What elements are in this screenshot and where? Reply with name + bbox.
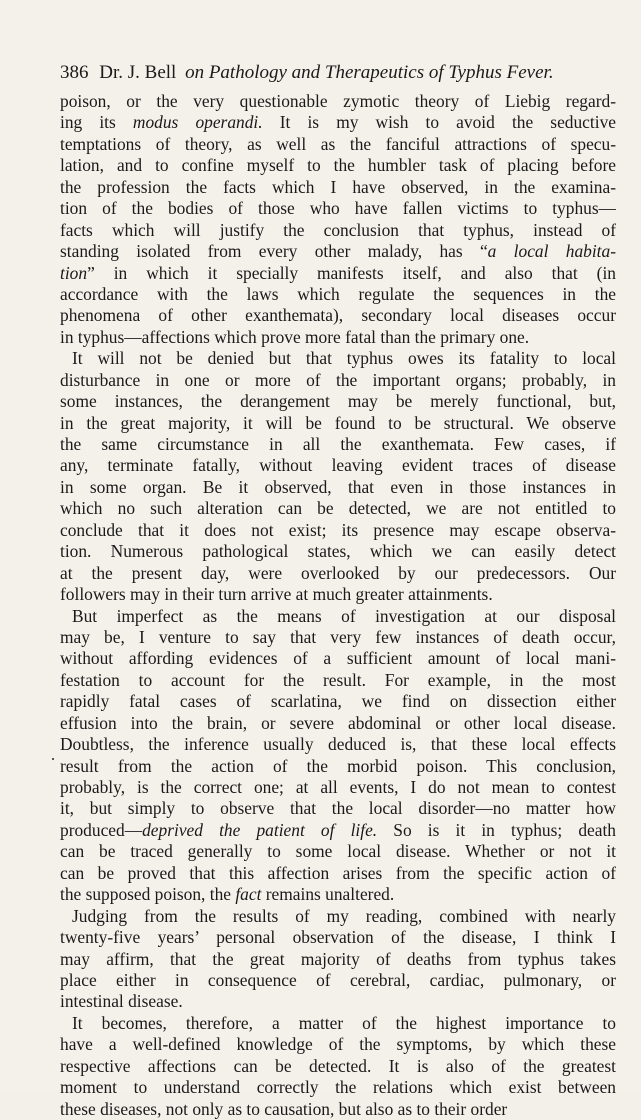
italic-text: modus operandi. xyxy=(132,112,263,133)
text-segment: may be, I venture to say that very few instances of death occur, xyxy=(60,626,616,647)
text-line xyxy=(60,970,616,991)
text-line xyxy=(60,584,616,605)
print-speck xyxy=(52,758,54,760)
text-line xyxy=(60,348,616,369)
running-head-title: on Pathology and Therapeutics of Typhus Fever. xyxy=(185,62,554,83)
text-segment: twenty-five years’ personal observation of the disease, I think I xyxy=(60,927,616,948)
text-line xyxy=(60,1077,616,1098)
text-line xyxy=(60,1056,616,1077)
text-line xyxy=(60,91,616,112)
text-line xyxy=(60,327,616,348)
text-line xyxy=(60,841,616,862)
body-text xyxy=(60,91,616,1120)
text-line xyxy=(60,1034,616,1055)
text-segment: disturbance in one or more of the important organs; probably, in xyxy=(60,369,616,390)
text-line xyxy=(60,112,616,133)
text-line xyxy=(60,541,616,562)
text-segment: which no such alteration can be detected, we are not entitled to xyxy=(60,498,616,519)
text-segment: But imperfect as the means of investigation at our disposal xyxy=(72,605,616,626)
text-segment: produced— xyxy=(60,819,143,840)
text-segment: It is my wish to avoid the seductive xyxy=(262,112,616,133)
text-segment: facts which will justify the conclusion that typhus, instead of xyxy=(60,219,616,240)
text-segment: the profession the facts which I have observed, in the examina- xyxy=(60,176,616,197)
text-segment: poison, or the very questionable zymotic theory of Liebig regard- xyxy=(60,91,616,111)
text-segment: effusion into the brain, or severe abdominal or other local disease. xyxy=(60,712,616,733)
text-segment: may affirm, that the great majority of deaths from typhus takes xyxy=(60,948,616,969)
text-segment: lation, and to confine myself to the humbler task of placing before xyxy=(60,155,616,176)
text-line xyxy=(60,520,616,541)
text-segment: phenomena of other exanthemata), secondary local diseases occur xyxy=(60,305,616,326)
text-line xyxy=(60,198,616,219)
text-line xyxy=(60,1099,616,1120)
italic-text: a local habita- xyxy=(487,241,616,262)
text-segment: probably, is the correct one; at all events, I do not mean to contest xyxy=(60,777,616,797)
text-line xyxy=(60,777,616,798)
text-segment: intestinal disease. xyxy=(60,991,183,1012)
text-line xyxy=(60,756,616,777)
text-line xyxy=(60,391,616,412)
text-segment: some instances, the derangement may be merely functional, but, xyxy=(60,391,616,412)
text-line xyxy=(60,691,616,712)
text-segment: standing isolated from every other malady, has “ xyxy=(60,241,488,262)
text-segment: any, terminate fatally, without leaving evident traces of disease xyxy=(60,455,616,476)
text-segment: can be proved that this affection arises from the specific action of xyxy=(60,862,616,883)
text-segment: these diseases, not only as to causation, but also as to their order xyxy=(60,1098,508,1119)
text-segment: in some organ. Be it observed, that even in those instances in xyxy=(60,476,616,497)
text-line xyxy=(60,434,616,455)
text-line xyxy=(60,563,616,584)
text-line xyxy=(60,1013,616,1034)
text-segment: it, but simply to observe that the local disorder—no matter how xyxy=(60,798,616,819)
text-line xyxy=(60,284,616,305)
text-segment: Judging from the results of my reading, combined with nearly xyxy=(72,905,616,926)
text-line xyxy=(60,670,616,691)
text-segment: have a well-defined knowledge of the symptoms, by which these xyxy=(60,1034,616,1055)
text-segment: respective affections can be detected. It is also of the greatest xyxy=(60,1055,616,1076)
text-line xyxy=(60,413,616,434)
text-line xyxy=(60,648,616,669)
italic-text: deprived the patient of life. xyxy=(142,819,378,840)
text-segment: the same circumstance in all the exanthemata. Few cases, if xyxy=(60,434,616,454)
text-segment: result from the action of the morbid poison. This conclusion, xyxy=(60,755,616,776)
text-line xyxy=(60,241,616,262)
text-line xyxy=(60,134,616,155)
text-line xyxy=(60,906,616,927)
text-segment: So is it in typhus; death xyxy=(377,819,616,840)
text-segment: moment to understand correctly the relations which exist between xyxy=(60,1077,616,1098)
text-line xyxy=(60,927,616,948)
text-line xyxy=(60,305,616,326)
text-line xyxy=(60,627,616,648)
text-line xyxy=(60,477,616,498)
text-segment: at the present day, were overlooked by our predecessors. Our xyxy=(60,562,616,583)
text-line xyxy=(60,220,616,241)
text-segment: conclude that it does not exist; its presence may escape observa- xyxy=(60,519,616,540)
text-line xyxy=(60,370,616,391)
text-segment: place either in consequence of cerebral, cardiac, pulmonary, or xyxy=(60,969,616,990)
text-segment: in typhus—affections which prove more fatal than the primary one. xyxy=(60,326,530,347)
italic-text: fact xyxy=(235,884,262,905)
text-line xyxy=(60,798,616,819)
text-segment: remains unaltered. xyxy=(261,884,395,905)
text-segment: temptations of theory, as well as the fanciful attractions of specu- xyxy=(60,133,616,154)
italic-text: tion xyxy=(60,262,88,283)
running-head xyxy=(60,62,620,84)
text-line xyxy=(60,863,616,884)
text-segment: accordance with the laws which regulate the sequences in the xyxy=(60,283,616,304)
text-line xyxy=(60,455,616,476)
text-segment: rapidly fatal cases of scarlatina, we find on dissection either xyxy=(60,691,616,712)
text-segment: followers may in their turn arrive at much greater attainments. xyxy=(60,584,493,605)
text-line xyxy=(60,177,616,198)
text-line xyxy=(60,820,616,841)
text-segment: in the great majority, it will be found to be structural. We observe xyxy=(60,412,616,433)
text-segment: Doubtless, the inference usually deduced is, that these local effects xyxy=(60,734,616,755)
running-head-author: Dr. J. Bell xyxy=(99,62,177,83)
text-line xyxy=(60,991,616,1012)
text-segment: It becomes, therefore, a matter of the highest importance to xyxy=(72,1012,616,1033)
text-segment: ing its xyxy=(60,112,133,133)
text-segment: festation to account for the result. For example, in the most xyxy=(60,669,616,690)
text-segment: without affording evidences of a sufficient amount of local mani- xyxy=(60,648,616,669)
page-number: 386 xyxy=(60,62,89,83)
text-segment: can be traced generally to some local disease. Whether or not it xyxy=(60,841,616,862)
text-segment: It will not be denied but that typhus owes its fatality to local xyxy=(72,348,616,369)
text-line xyxy=(60,263,616,284)
text-line xyxy=(60,734,616,755)
text-segment: tion of the bodies of those who have fallen victims to typhus— xyxy=(60,198,616,219)
text-line xyxy=(60,949,616,970)
text-line xyxy=(60,884,616,905)
text-line xyxy=(60,606,616,627)
text-segment: ” in which it specially manifests itself, and also that (in xyxy=(87,262,616,283)
text-line xyxy=(60,713,616,734)
text-line xyxy=(60,155,616,176)
text-line xyxy=(60,498,616,519)
text-segment: tion. Numerous pathological states, which we can easily detect xyxy=(60,541,616,562)
text-segment: the supposed poison, the xyxy=(60,884,236,905)
